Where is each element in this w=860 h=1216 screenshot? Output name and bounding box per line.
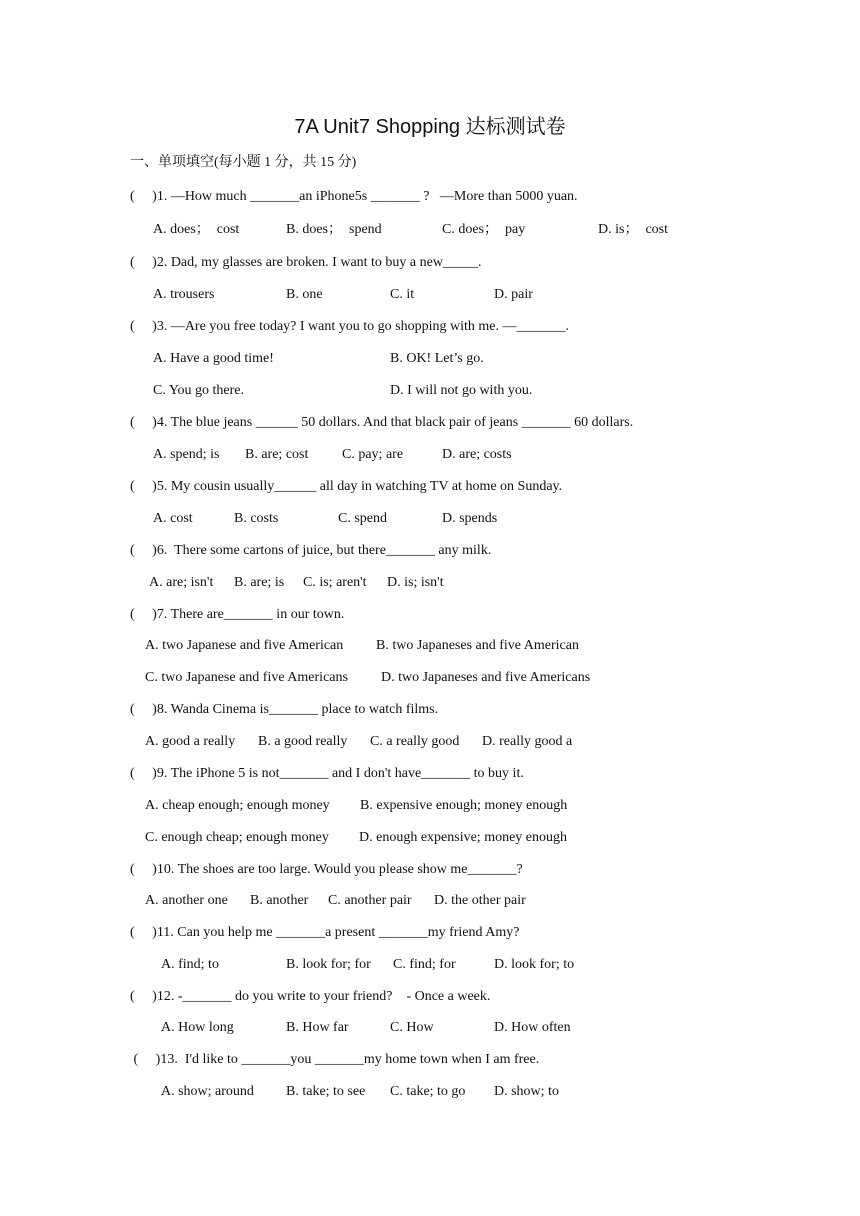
question-13-option-b: B. take; to see — [286, 1084, 366, 1099]
question-11-option-b: B. look for; for — [286, 957, 371, 972]
question-2-option-c: C. it — [390, 287, 415, 302]
question-5-option-a: A. cost — [153, 511, 193, 526]
question-4-stem: ( )4. The blue jeans ______ 50 dollars. And that black pair of jeans _______ 60 dollars. — [130, 415, 634, 430]
question-13-option-d: D. show; to — [494, 1084, 559, 1099]
question-8-option-d: D. really good a — [482, 734, 573, 749]
question-2-option-a: A. trousers — [153, 287, 215, 302]
question-12-option-a: A. How long — [161, 1020, 234, 1035]
question-12-option-d: D. How often — [494, 1020, 571, 1035]
question-7-stem: ( )7. There are_______ in our town. — [130, 607, 345, 622]
question-6-option-b: B. are; is — [234, 575, 285, 590]
question-3-option-d: D. I will not go with you. — [390, 383, 533, 398]
question-2-stem: ( )2. Dad, my glasses are broken. I want to buy a new_____. — [130, 255, 482, 270]
question-12-option-c: C. How — [390, 1020, 434, 1035]
question-7-option-a: A. two Japanese and five American — [145, 638, 344, 653]
question-6-option-c: C. is; aren't — [303, 575, 367, 590]
question-10-option-a: A. another one — [145, 893, 228, 908]
question-1-option-b: B. does； spend — [286, 222, 382, 237]
question-5-option-c: C. spend — [338, 511, 387, 526]
question-8-option-a: A. good a really — [145, 734, 236, 749]
question-13-stem: ( )13. I'd like to _______you _______my home town when I am free. — [130, 1052, 540, 1067]
question-1-option-a: A. does； cost — [153, 222, 240, 237]
question-3-option-a: A. Have a good time! — [153, 351, 274, 366]
question-1-option-d: D. is； cost — [598, 222, 668, 237]
section-heading: 一、单项填空(每小题 1 分，共 15 分) — [130, 155, 357, 170]
question-10-stem: ( )10. The shoes are too large. Would you please show me_______? — [130, 862, 523, 877]
question-10-option-c: C. another pair — [328, 893, 412, 908]
question-6-option-d: D. is; isn't — [387, 575, 444, 590]
question-11-option-a: A. find; to — [161, 957, 219, 972]
question-9-option-a: A. cheap enough; enough money — [145, 798, 330, 813]
question-11-stem: ( )11. Can you help me _______a present _______my friend Amy? — [130, 925, 520, 940]
question-12-option-b: B. How far — [286, 1020, 349, 1035]
question-10-option-b: B. another — [250, 893, 309, 908]
question-4-option-a: A. spend; is — [153, 447, 220, 462]
question-12-stem: ( )12. -_______ do you write to your friend? - Once a week. — [130, 989, 491, 1004]
question-8-option-c: C. a really good — [370, 734, 460, 749]
question-3-option-b: B. OK! Let’s go. — [390, 351, 484, 366]
question-8-stem: ( )8. Wanda Cinema is_______ place to watch films. — [130, 702, 439, 717]
question-8-option-b: B. a good really — [258, 734, 348, 749]
question-5-stem: ( )5. My cousin usually______ all day in watching TV at home on Sunday. — [130, 479, 563, 494]
question-7-option-b: B. two Japaneses and five American — [376, 638, 579, 653]
question-5-option-b: B. costs — [234, 511, 279, 526]
question-3-stem: ( )3. —Are you free today? I want you to go shopping with me. —_______. — [130, 319, 569, 334]
question-5-option-d: D. spends — [442, 511, 498, 526]
question-9-option-c: C. enough cheap; enough money — [145, 830, 329, 845]
question-7-option-d: D. two Japaneses and five Americans — [381, 670, 591, 685]
question-10-option-d: D. the other pair — [434, 893, 526, 908]
question-4-option-d: D. are; costs — [442, 447, 512, 462]
question-3-option-c: C. You go there. — [153, 383, 245, 398]
question-4-option-c: C. pay; are — [342, 447, 404, 462]
question-7-option-c: C. two Japanese and five Americans — [145, 670, 348, 685]
question-6-option-a: A. are; isn't — [149, 575, 214, 590]
question-9-stem: ( )9. The iPhone 5 is not_______ and I don't have_______ to buy it. — [130, 766, 524, 781]
question-4-option-b: B. are; cost — [245, 447, 309, 462]
question-11-option-d: D. look for; to — [494, 957, 575, 972]
question-6-stem: ( )6. There some cartons of juice, but there_______ any milk. — [130, 543, 492, 558]
question-11-option-c: C. find; for — [393, 957, 456, 972]
question-2-option-d: D. pair — [494, 287, 533, 302]
question-13-option-a: A. show; around — [161, 1084, 254, 1099]
question-13-option-c: C. take; to go — [390, 1084, 466, 1099]
question-9-option-b: B. expensive enough; money enough — [360, 798, 568, 813]
page-title: 7A Unit7 Shopping 达标测试卷 — [294, 116, 566, 138]
question-9-option-d: D. enough expensive; money enough — [359, 830, 568, 845]
question-1-stem: ( )1. —How much _______an iPhone5s _______ ? —More than 5000 yuan. — [130, 189, 578, 204]
question-2-option-b: B. one — [286, 287, 323, 302]
question-1-option-c: C. does； pay — [442, 222, 526, 237]
